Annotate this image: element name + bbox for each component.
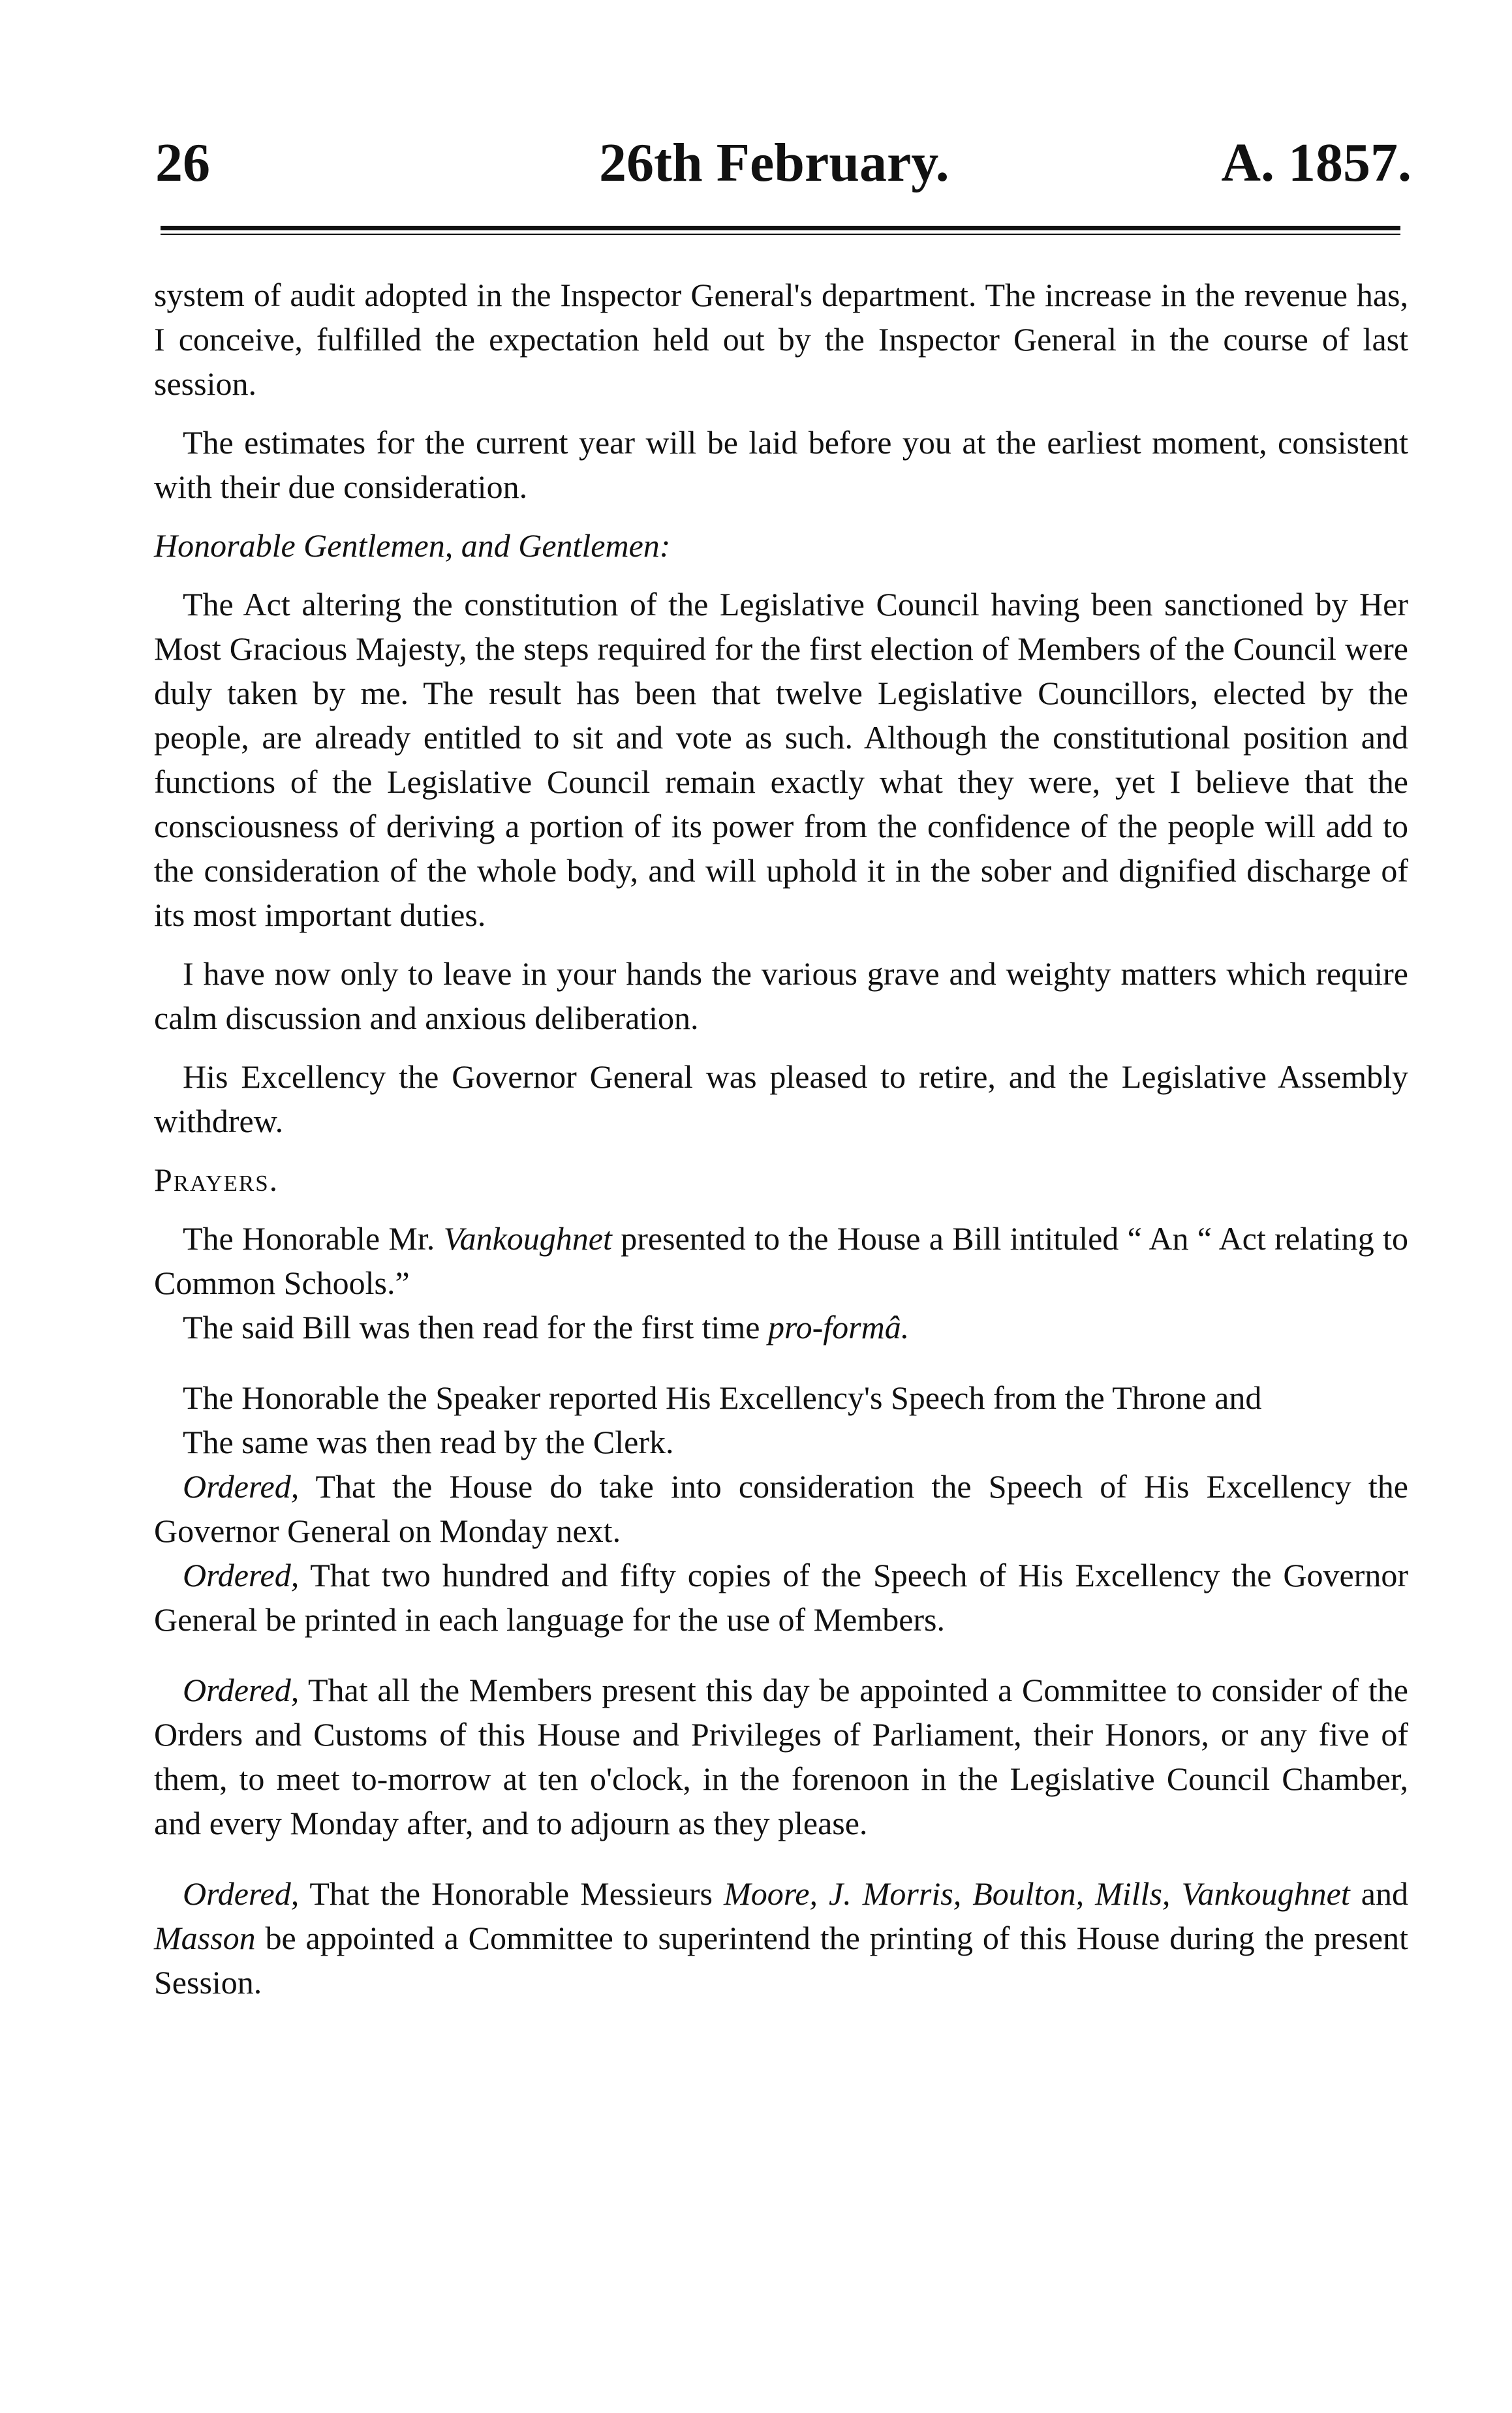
order-text: That the Honorable Messieurs: [299, 1875, 724, 1912]
paragraph-estimates: The estimates for the current year will be laid before you at the earliest moment, consistent with their due consideration.: [154, 424, 1408, 505]
order-text: be appointed a Committee to superintend the printing of this House during the present Session.: [154, 1920, 1408, 2001]
paragraph-matters: I have now only to leave in your hands the various grave and weighty matters which require calm discussion and anxious deliberation.: [154, 955, 1408, 1036]
bill-text-end: presented to the House a Bill intituled “ An “ Act relating to Common Schools.”: [154, 1220, 1408, 1301]
order-text: That two hundred and fifty copies of the Speech of His Excellency the Governor General be printed in each language for the use of Members.: [154, 1557, 1408, 1638]
paragraph-bill-presented: [154, 1216, 1408, 1305]
order-copies: [154, 1553, 1408, 1642]
order-committee-printing: [154, 1871, 1408, 2005]
order-text: That all the Members present this day be appointed a Committee to consider of the Orders and Customs of this House and Privileges of Parliament, their Honors, or any five of them, to meet to-morrow at ten o'clock, in the forenoon in the Legislative Council Chamber, and every Monday after, and to adjourn as they please.: [154, 1672, 1408, 1841]
paragraph-legislative-council: The Act altering the constitution of the Legislative Council having been sanctioned by Her Most Gracious Majesty, the steps required for the first election of Members of the Council were duly taken by me. The result has been that twelve Legislative Councillors, elected by the people, are already entitled to sit and vote as such. Although the constitutional position and functions of the Legislative Council remain exactly what they were, yet I believe that the consciousness of deriving a portion of its power from the confidence of the people will add to the consideration of the whole body, and will uphold it in the sober and dignified discharge of its most important duties.: [154, 586, 1408, 933]
order-text: That the House do take into consideration the Speech of His Excellency the Governor General on Monday next.: [154, 1468, 1408, 1549]
header-date: 26th February.: [599, 132, 949, 193]
document-body: [154, 273, 1408, 2005]
header-rule-thin: [161, 234, 1400, 235]
prayers-heading: Prayers.: [154, 1161, 279, 1198]
paragraph-audit: system of audit adopted in the Inspector General's department. The increase in the revenue has, I conceive, fulfilled the expectation held out by the Inspector General in the course of last session.: [154, 277, 1408, 402]
pro-forma-text: pro-formâ.: [767, 1309, 910, 1345]
order-committee-privileges: [154, 1668, 1408, 1845]
ordered-label: Ordered,: [183, 1672, 300, 1708]
member-name: Masson: [154, 1920, 256, 1956]
address-heading: Honorable Gentlemen, and Gentlemen:: [154, 527, 671, 564]
paragraph-speaker-report: The Honorable the Speaker reported His Excellency's Speech from the Throne and: [183, 1379, 1262, 1416]
bill-text-start: The Honorable Mr.: [183, 1220, 444, 1257]
header-rule: [161, 226, 1400, 230]
bill-read-text: The said Bill was then read for the first time: [183, 1309, 768, 1345]
paragraph-governor-retire: His Excellency the Governor General was pleased to retire, and the Legislative Assembly withdrew.: [154, 1058, 1408, 1139]
member-name: Vankoughnet: [443, 1220, 612, 1257]
header-year: A. 1857.: [1221, 132, 1412, 193]
ordered-label: Ordered,: [183, 1875, 300, 1912]
order-text: and: [1350, 1875, 1408, 1912]
page-header: [155, 127, 1412, 199]
member-names: Moore, J. Morris, Boulton, Mills, Vankoughnet: [724, 1875, 1350, 1912]
page-number: 26: [155, 132, 210, 193]
paragraph-bill-read: [154, 1305, 1408, 1349]
paragraph-clerk-read: The same was then read by the Clerk.: [183, 1424, 674, 1460]
ordered-label: Ordered,: [183, 1468, 300, 1505]
order-consideration: [154, 1464, 1408, 1553]
ordered-label: Ordered,: [183, 1557, 300, 1593]
